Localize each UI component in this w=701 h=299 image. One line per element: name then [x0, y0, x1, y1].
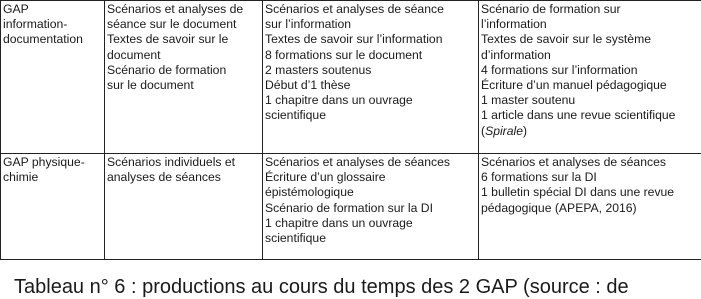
caption-text: Tableau n° 6 : productions au cours du temps des 2 GAP (source : de [14, 276, 629, 298]
table-row-gap-physique-chimie [1, 154, 701, 260]
phase-3-cell: Scénarios et analyses de séances 6 formations sur la DI 1 bulletin spécial DI dans une revue pédagogique (APEPA, 2016) [479, 154, 701, 260]
phase-2-cell: Scénarios et analyses de séance sur l’information Textes de savoir sur l’information 8 formations sur le document 2 masters soutenus Début d’1 thèse 1 chapitre dans un ouvrage scientifique [263, 1, 479, 154]
table-row-gap-info-doc [1, 1, 701, 154]
phase-2-cell: Scénarios et analyses de séances Écriture d’un glossaire épistémologique Scénario de formation sur la DI 1 chapitre dans un ouvrage scientifique [263, 154, 479, 260]
phase-3-cell [479, 1, 701, 154]
open-paren: ( [481, 124, 485, 138]
group-label-cell: GAP physique- chimie [1, 154, 105, 260]
journal-name: Spirale [485, 124, 523, 138]
phase-1-cell: Scénarios individuels et analyses de séances [105, 154, 263, 260]
phase-1-cell: Scénarios et analyses de séance sur le document Textes de savoir sur le document Scénario de formation sur le document [105, 1, 263, 154]
close-paren: ) [523, 124, 527, 138]
table-caption [14, 275, 629, 299]
group-label-cell: GAP information- documentation [1, 1, 105, 154]
phase-3-text: Scénario de formation sur l’information Textes de savoir sur le système d’information 4 formations sur l’information Écriture d’un manuel pédagogique 1 master soutenu 1 article dans une revue scientifique [481, 2, 675, 122]
